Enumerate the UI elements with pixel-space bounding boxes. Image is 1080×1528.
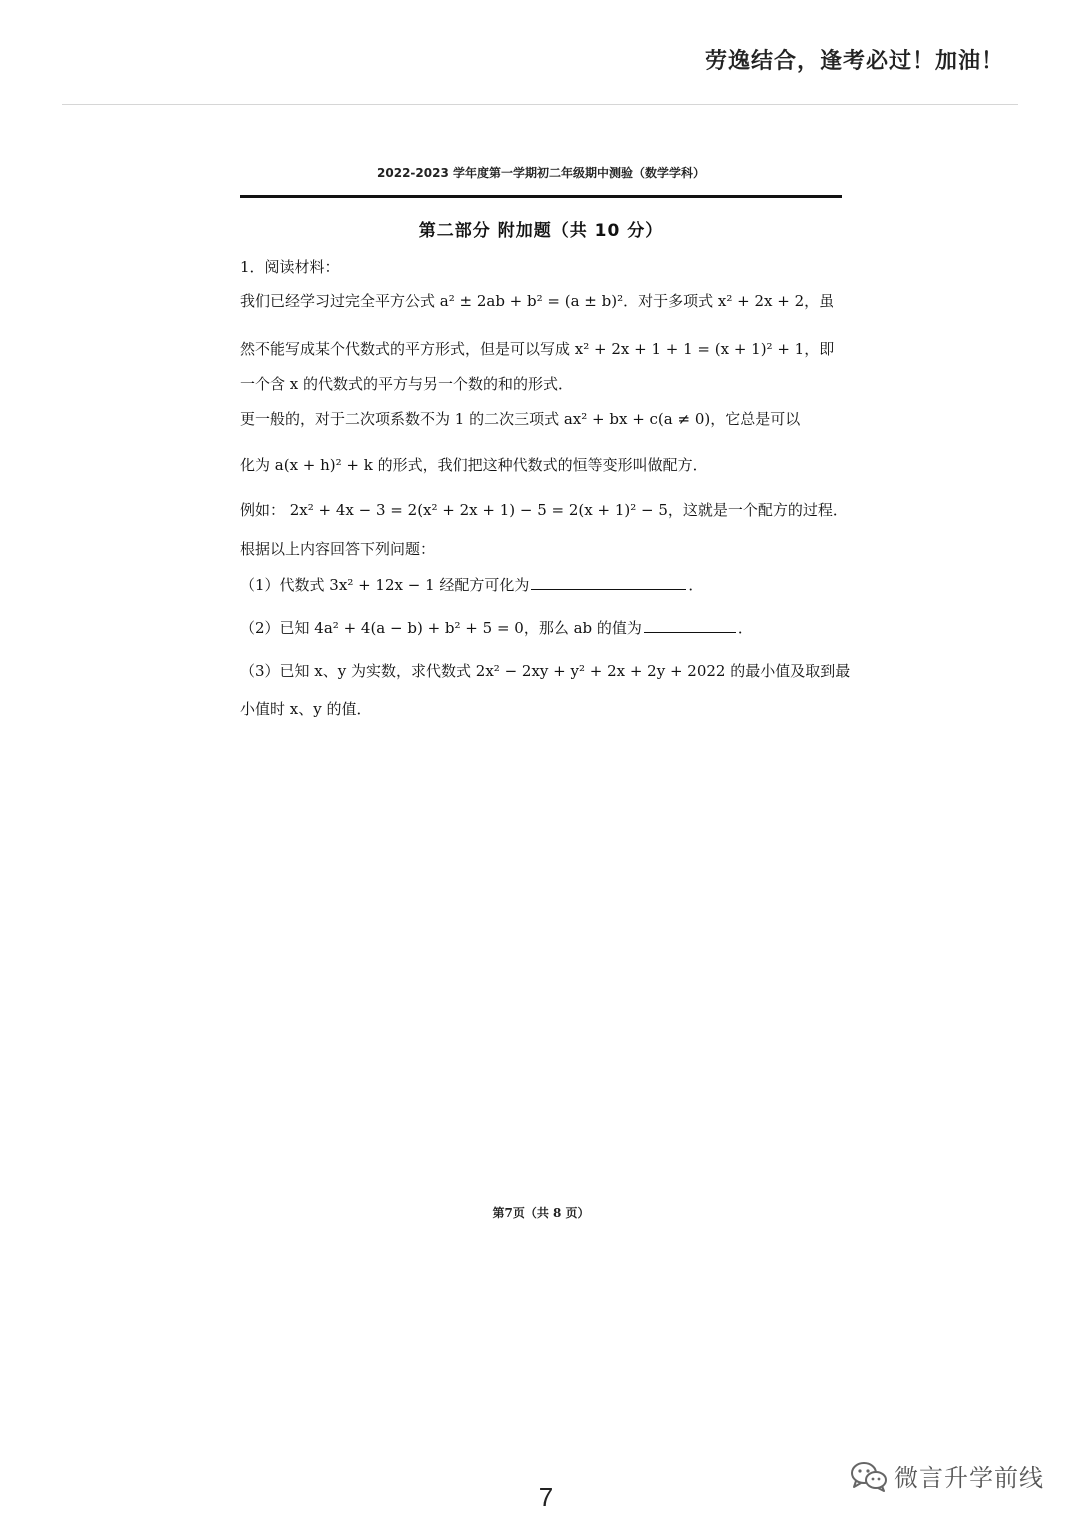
- page-number: 7: [538, 1482, 554, 1512]
- material-line-3: 一个含 x 的代数式的平方与另一个数的和的形式．: [240, 375, 573, 393]
- material-line-2: 然不能写成某个代数式的平方形式，但是可以写成 x² + 2x + 1 + 1 = (x + 1)² + 1，即: [240, 340, 835, 358]
- question-1-period: ．: [688, 576, 704, 594]
- watermark-text: 微言升学前线: [894, 1464, 1044, 1492]
- answer-blank-1[interactable]: [531, 575, 686, 590]
- instruction-line: 根据以上内容回答下列问题：: [240, 540, 436, 558]
- slogan-banner: 劳逸结合，逢考必过！加油！: [704, 49, 1004, 74]
- example-line: 例如： 2x² + 4x − 3 = 2(x² + 2x + 1) − 5 = 2(x + 1)² − 5，这就是一个配方的过程．: [240, 501, 848, 519]
- material-line-1: 我们已经学习过完全平方公式 a² ± 2ab + b² = (a ± b)²．对于多项式 x² + 2x + 2，虽: [240, 292, 835, 310]
- section-title: 第二部分 附加题（共 10 分）: [418, 221, 664, 241]
- answer-blank-2[interactable]: [644, 618, 736, 633]
- material-line-4: 更一般的，对于二次项系数不为 1 的二次三项式 ax² + bx + c(a ≠ 0)，它总是可以: [240, 410, 801, 428]
- material-line-5: 化为 a(x + h)² + k 的形式，我们把这种代数式的恒等变形叫做配方．: [240, 456, 708, 474]
- top-divider: [62, 104, 1018, 105]
- question-3-line-1: （3）已知 x、y 为实数，求代数式 2x² − 2xy + y² + 2x + 2y + 2022 的最小值及取到最: [240, 662, 851, 680]
- material-heading: 1．阅读材料：: [240, 258, 340, 276]
- question-1: [240, 574, 703, 595]
- header-divider: [240, 195, 842, 198]
- question-2: [240, 617, 753, 638]
- page-footer: 第7页（共 8 页）: [492, 1206, 590, 1220]
- exam-header: 2022-2023 学年度第一学期初二年级期中测验（数学学科）: [377, 166, 705, 180]
- wechat-watermark: [850, 1458, 1044, 1493]
- wechat-icon: [850, 1460, 888, 1492]
- question-3-line-2: 小值时 x、y 的值．: [240, 700, 372, 718]
- question-2-period: ．: [737, 619, 753, 637]
- question-1-text: （1）代数式 3x² + 12x − 1 经配方可化为: [240, 576, 530, 594]
- question-2-text: （2）已知 4a² + 4(a − b) + b² + 5 = 0，那么 ab 的值为: [240, 619, 642, 637]
